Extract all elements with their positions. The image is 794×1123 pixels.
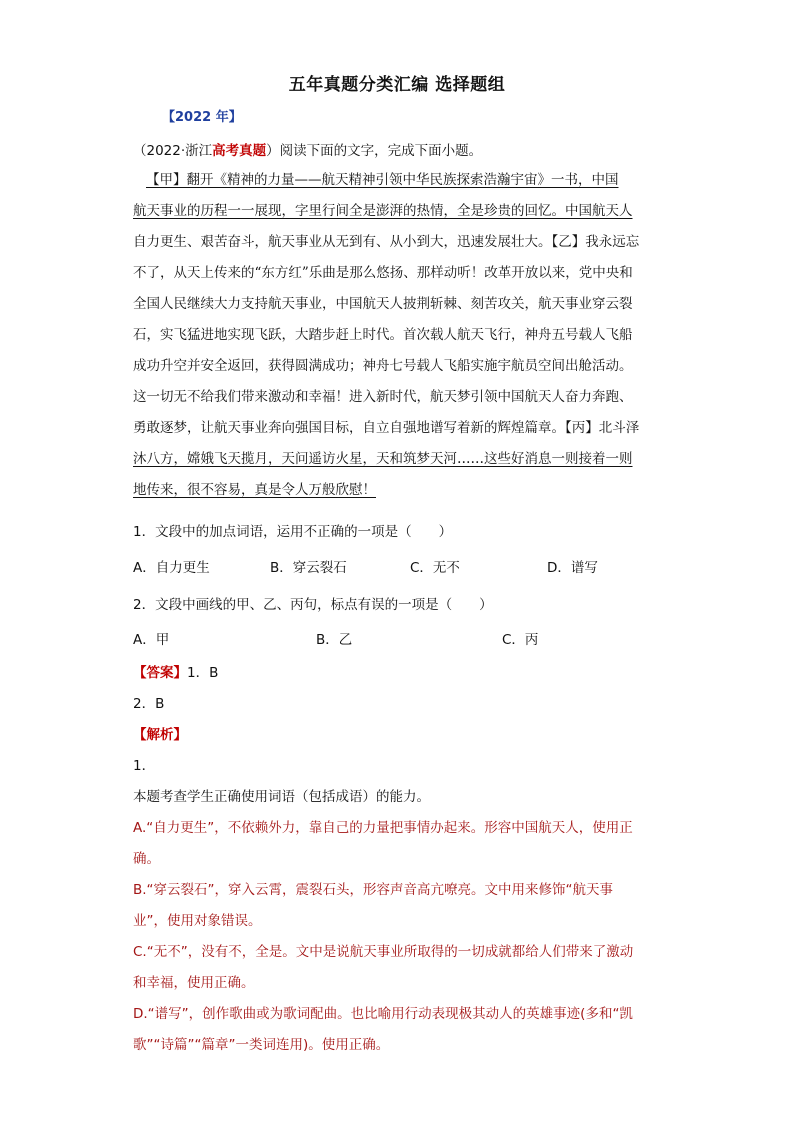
question-2: 2．文段中画线的甲、乙、丙句，标点有误的一项是（ ） bbox=[133, 597, 493, 613]
passage-line: 不了，从天上传来的“东方红”乐曲是那么悠扬、那样动听！改革开放以来，党中央和 bbox=[133, 265, 633, 281]
analysis-c-line-1: C.“无不”，没有不，全是。文中是说航天事业所取得的一切成就都给人们带来了激动 bbox=[133, 944, 634, 960]
question-1: 1．文段中的加点词语，运用不正确的一项是（ ） bbox=[133, 524, 453, 540]
q2-option-b: B．乙 bbox=[316, 632, 353, 648]
q2-option-a: A．甲 bbox=[133, 632, 170, 648]
q1-option-c: C．无不 bbox=[410, 560, 460, 576]
analysis-a-line-1: A.“自力更生”，不依赖外力，靠自己的力量把事情办起来。形容中国航天人，使用正 bbox=[133, 820, 633, 836]
passage-line: 地传来，很不容易，真是令人万般欣慰！ bbox=[133, 482, 376, 498]
answer-line-2: 2．B bbox=[133, 696, 165, 712]
passage-line: 全国人民继续大力支持航天事业，中国航天人披荆斩棘、刻苦攻关，航天事业穿云裂 bbox=[133, 296, 633, 312]
analysis-b-line-2: 业”，使用对象错误。 bbox=[133, 913, 262, 929]
passage-line: 沐八方，嫦娥飞天揽月，天问遥访火星，天和筑梦天河……这些好消息一则接着一则 bbox=[133, 451, 633, 467]
source-badge: 高考真题 bbox=[212, 143, 267, 159]
analysis-c-line-2: 和幸福，使用正确。 bbox=[133, 975, 255, 991]
passage-line: 自力更生、艰苦奋斗，航天事业从无到有、从小到大，迅速发展壮大。【乙】我永远忘 bbox=[133, 234, 640, 250]
year-tag: 【2022 年】 bbox=[162, 110, 242, 125]
analysis-d-line-2: 歌”“诗篇”“篇章”一类词连用)。使用正确。 bbox=[133, 1037, 390, 1053]
passage-line: 勇敢逐梦，让航天事业奔向强国目标，自立自强地谱写着新的辉煌篇章。【丙】北斗泽 bbox=[133, 420, 640, 436]
analysis-d-line-1: D.“谱写”，创作歌曲或为歌词配曲。也比喻用行动表现极其动人的英雄事迹(多和“凯 bbox=[133, 1006, 633, 1022]
analysis-b-line-1: B.“穿云裂石”，穿入云霄，震裂石头，形容声音高亢嘹亮。文中用来修饰“航天事 bbox=[133, 882, 614, 898]
answer-line-1: 【答案】1．B bbox=[133, 665, 219, 681]
passage-line: 石，实飞猛进地实现飞跃，大踏步赶上时代。首次载人航天飞行，神舟五号载人飞船 bbox=[133, 327, 633, 343]
analysis-number: 1． bbox=[133, 758, 156, 774]
passage-line: 航天事业的历程一一展现，字里行间全是澎湃的热情，全是珍贵的回忆。中国航天人 bbox=[133, 203, 633, 219]
answer-label: 【答案】 bbox=[133, 665, 187, 681]
question-source bbox=[133, 139, 482, 159]
passage-line: 成功升空并安全返回，获得圆满成功；神舟七号载人飞船实施宇航员空间出舱活动。 bbox=[133, 358, 633, 374]
analysis-intro: 本题考查学生正确使用词语（包括成语）的能力。 bbox=[133, 789, 430, 805]
source-suffix: ）阅读下面的文字，完成下面小题。 bbox=[266, 143, 483, 159]
q1-option-a: A．自力更生 bbox=[133, 560, 210, 576]
analysis-label: 【解析】 bbox=[133, 727, 187, 743]
page-title: 五年真题分类汇编 选择题组 bbox=[288, 75, 506, 95]
passage-line: 【甲】翻开《精神的力量——航天精神引领中华民族探索浩瀚宇宙》一书，中国 bbox=[146, 172, 619, 188]
analysis-a-line-2: 确。 bbox=[133, 851, 160, 867]
q1-option-d: D．谱写 bbox=[547, 560, 598, 576]
source-prefix: （2022·浙江 bbox=[133, 143, 213, 159]
q1-option-b: B．穿云裂石 bbox=[270, 560, 347, 576]
q2-option-c: C．丙 bbox=[502, 632, 539, 648]
passage-line: 这一切无不给我们带来激动和幸福！进入新时代，航天梦引领中国航天人奋力奔跑、 bbox=[133, 389, 633, 405]
